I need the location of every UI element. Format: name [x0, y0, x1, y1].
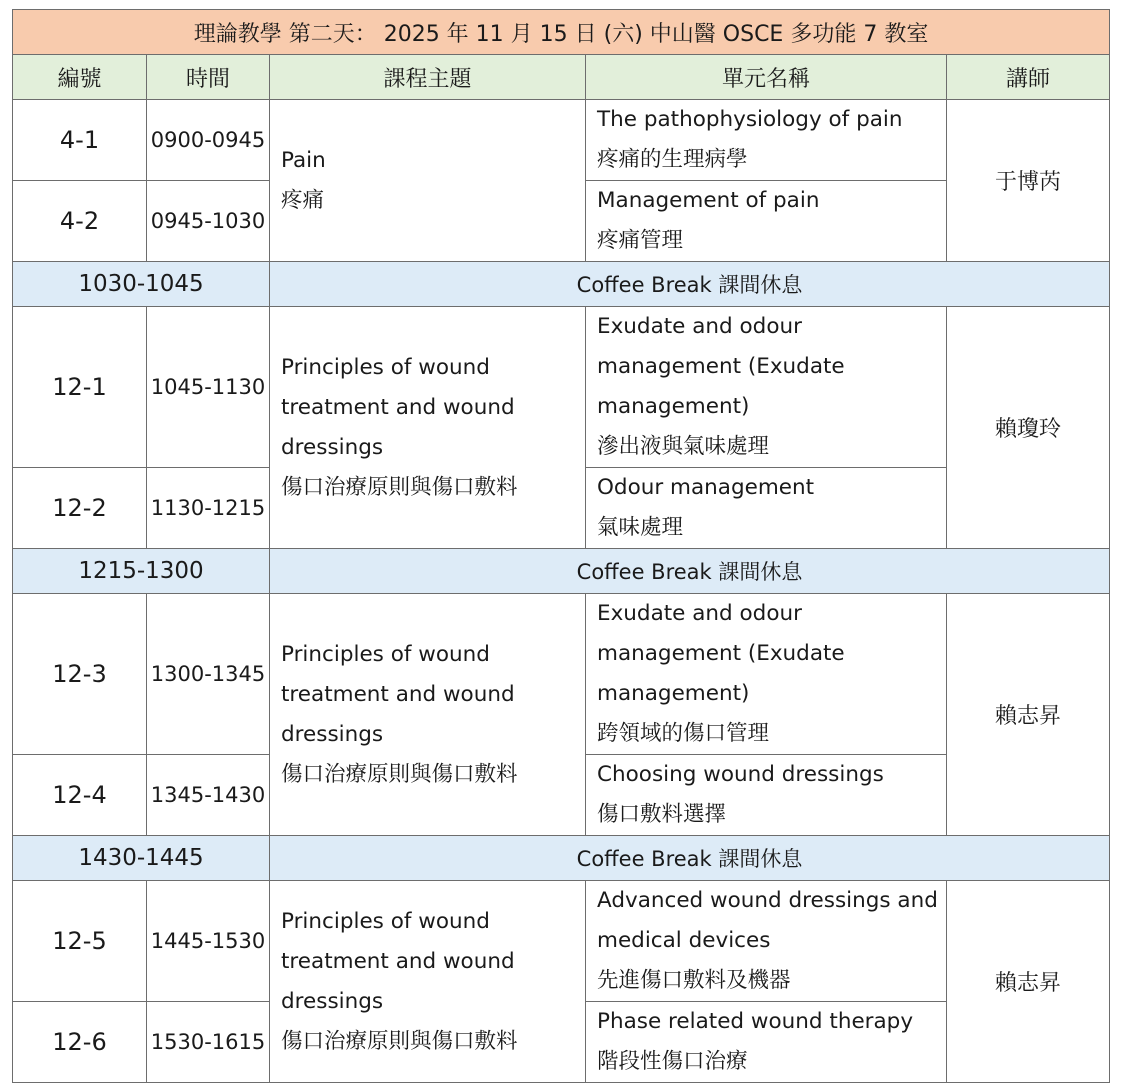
course-topic: [270, 881, 586, 1083]
unit-name-zh: 氣味處理: [597, 515, 684, 540]
header-teacher: 講師: [947, 55, 1110, 100]
session-time: 0945-1030: [147, 181, 270, 262]
unit-name: [586, 881, 947, 1002]
unit-name: [586, 594, 947, 755]
unit-name-zh: 先進傷口敷料及機器: [597, 968, 791, 993]
break-time: 1215-1300: [13, 549, 270, 594]
break-label: Coffee Break 課間休息: [270, 549, 1110, 594]
break-row: [13, 836, 1110, 881]
course-topic: [270, 594, 586, 836]
session-row: [13, 881, 1110, 1002]
course-topic: [270, 100, 586, 262]
session-time: 1045-1130: [147, 307, 270, 468]
teacher-name: 賴志昇: [947, 881, 1110, 1083]
unit-name: [586, 755, 947, 836]
unit-name-en: Choosing wound dressings: [597, 762, 884, 787]
course-topic-zh: 傷口治療原則與傷口敷料: [281, 474, 518, 500]
unit-name-zh: 疼痛管理: [597, 228, 684, 253]
session-row: [13, 100, 1110, 181]
break-label: Coffee Break 課間休息: [270, 836, 1110, 881]
course-topic: [270, 307, 586, 549]
break-row: [13, 549, 1110, 594]
session-time: 1130-1215: [147, 468, 270, 549]
session-number: 12-3: [13, 594, 147, 755]
schedule-title: 理論教學 第二天： 2025 年 11 月 15 日 (六) 中山醫 OSCE 多功能 7 教室: [13, 10, 1110, 55]
schedule-table: [12, 9, 1110, 1083]
unit-name-zh: 疼痛的生理病學: [597, 147, 748, 172]
unit-name-zh: 階段性傷口治療: [597, 1049, 748, 1074]
break-label: Coffee Break 課間休息: [270, 262, 1110, 307]
session-number: 12-6: [13, 1002, 147, 1083]
header-time: 時間: [147, 55, 270, 100]
unit-name-zh: 傷口敷料選擇: [597, 802, 727, 827]
session-time: 1530-1615: [147, 1002, 270, 1083]
course-topic-zh: 疼痛: [281, 187, 325, 213]
course-topic-en: Principles of wound treatment and wound dressings: [281, 354, 515, 460]
break-time: 1030-1045: [13, 262, 270, 307]
break-time: 1430-1445: [13, 836, 270, 881]
session-number: 12-5: [13, 881, 147, 1002]
session-number: 12-1: [13, 307, 147, 468]
header-topic: 課程主題: [270, 55, 586, 100]
course-topic-en: Pain: [281, 147, 326, 173]
title-row: [13, 10, 1110, 55]
course-topic-zh: 傷口治療原則與傷口敷料: [281, 1028, 518, 1054]
teacher-name: 賴瓊玲: [947, 307, 1110, 549]
session-number: 12-2: [13, 468, 147, 549]
break-row: [13, 262, 1110, 307]
unit-name: [586, 307, 947, 468]
unit-name: [586, 100, 947, 181]
header-row: [13, 55, 1110, 100]
unit-name-en: The pathophysiology of pain: [597, 107, 903, 132]
course-topic-zh: 傷口治療原則與傷口敷料: [281, 761, 518, 787]
unit-name-en: Exudate and odour management (Exudate management): [597, 601, 845, 706]
session-time: 1445-1530: [147, 881, 270, 1002]
unit-name-en: Advanced wound dressings and medical devices: [597, 888, 938, 953]
session-number: 12-4: [13, 755, 147, 836]
teacher-name: 于博芮: [947, 100, 1110, 262]
session-number: 4-1: [13, 100, 147, 181]
session-row: [13, 594, 1110, 755]
header-number: 編號: [13, 55, 147, 100]
session-row: [13, 307, 1110, 468]
session-time: 0900-0945: [147, 100, 270, 181]
unit-name-en: Odour management: [597, 475, 815, 500]
unit-name: [586, 1002, 947, 1083]
teacher-name: 賴志昇: [947, 594, 1110, 836]
session-time: 1345-1430: [147, 755, 270, 836]
unit-name-en: Phase related wound therapy: [597, 1009, 914, 1034]
course-topic-en: Principles of wound treatment and wound dressings: [281, 908, 515, 1014]
unit-name-zh: 跨領域的傷口管理: [597, 721, 770, 746]
unit-name: [586, 181, 947, 262]
unit-name-en: Exudate and odour management (Exudate management): [597, 314, 845, 419]
session-time: 1300-1345: [147, 594, 270, 755]
course-topic-en: Principles of wound treatment and wound dressings: [281, 641, 515, 747]
session-number: 4-2: [13, 181, 147, 262]
header-unit: 單元名稱: [586, 55, 947, 100]
unit-name-zh: 滲出液與氣味處理: [597, 434, 770, 459]
unit-name: [586, 468, 947, 549]
unit-name-en: Management of pain: [597, 188, 820, 213]
